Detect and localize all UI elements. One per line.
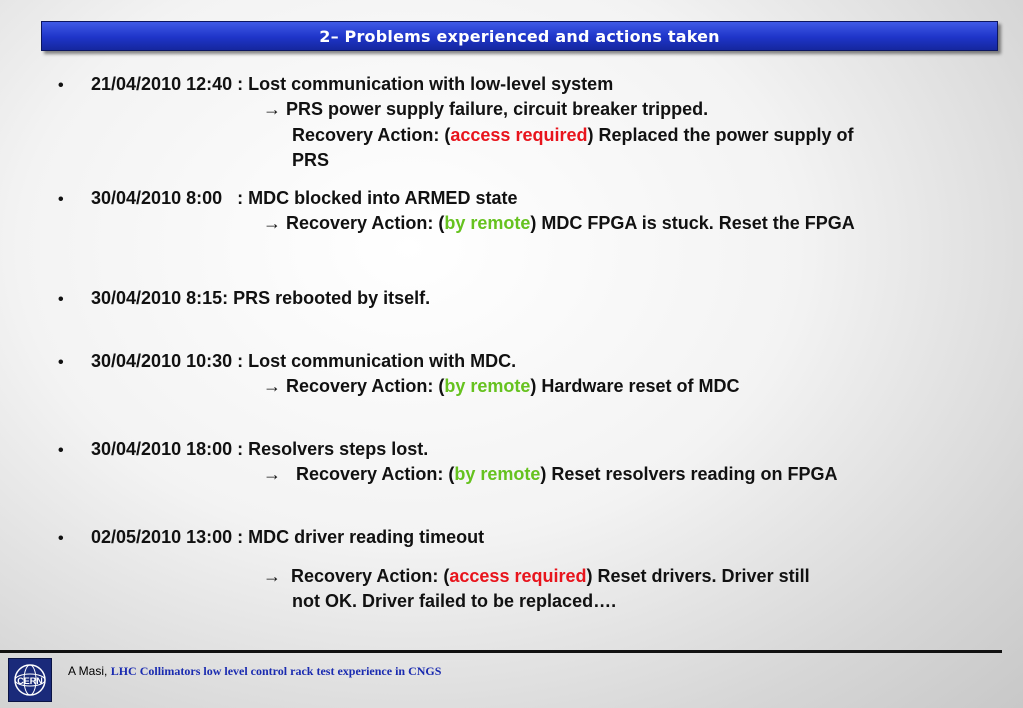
by-remote-tag: by remote	[444, 376, 531, 396]
item-3-main: 30/04/2010 8:15: PRS rebooted by itself.	[91, 288, 431, 308]
footer-divider	[0, 650, 1002, 653]
cern-logo-text: CERN	[17, 676, 43, 686]
footer-title: LHC Collimators low level control rack test experience in CNGS	[110, 664, 442, 678]
item-6-main: 02/05/2010 13:00 : MDC driver reading timeout	[91, 527, 485, 547]
footer-author: A Masi,	[68, 664, 108, 678]
access-required-tag: access required	[449, 566, 587, 586]
bullet-icon: •	[58, 442, 64, 459]
item-4-main: 30/04/2010 10:30 : Lost communication with MDC.	[91, 351, 517, 371]
bullet-icon: •	[58, 291, 64, 308]
right-arrow-icon: →	[263, 376, 281, 396]
item-1-sub3: PRS	[292, 150, 330, 170]
bullet-icon: •	[58, 77, 64, 94]
item-6-sub2: not OK. Driver failed to be replaced….	[292, 591, 617, 611]
item-6-sub1: → Recovery Action: (access required) Reset drivers. Driver still	[263, 566, 810, 586]
item-4-sub1: → Recovery Action: (by remote) Hardware reset of MDC	[263, 376, 740, 396]
bullet-icon: •	[58, 530, 64, 547]
bullet-icon: •	[58, 354, 64, 371]
item-1-main: 21/04/2010 12:40 : Lost communication with low-level system	[91, 74, 614, 94]
bullet-icon: •	[58, 191, 64, 208]
item-1-sub2: Recovery Action: (access required) Replaced the power supply of	[292, 125, 854, 145]
item-2-main: 30/04/2010 8:00 : MDC blocked into ARMED state	[91, 188, 518, 208]
right-arrow-icon: →	[263, 213, 281, 233]
right-arrow-icon: →	[263, 464, 281, 484]
right-arrow-icon: →	[263, 99, 281, 119]
footer	[68, 664, 441, 679]
slide-title-bar	[41, 21, 998, 51]
right-arrow-icon: →	[263, 566, 281, 586]
cern-logo	[8, 658, 52, 702]
item-2-sub1: → Recovery Action: (by remote) MDC FPGA is stuck. Reset the FPGA	[263, 213, 855, 233]
item-5-main: 30/04/2010 18:00 : Resolvers steps lost.	[91, 439, 429, 459]
by-remote-tag: by remote	[444, 213, 531, 233]
item-1-sub1: → PRS power supply failure, circuit breaker tripped.	[263, 99, 709, 119]
access-required-tag: access required	[450, 125, 588, 145]
by-remote-tag: by remote	[454, 464, 541, 484]
slide-title: 2– Problems experienced and actions taken	[319, 26, 720, 46]
cern-logo-icon	[9, 659, 51, 701]
item-5-sub1: → Recovery Action: (by remote) Reset resolvers reading on FPGA	[263, 464, 838, 484]
